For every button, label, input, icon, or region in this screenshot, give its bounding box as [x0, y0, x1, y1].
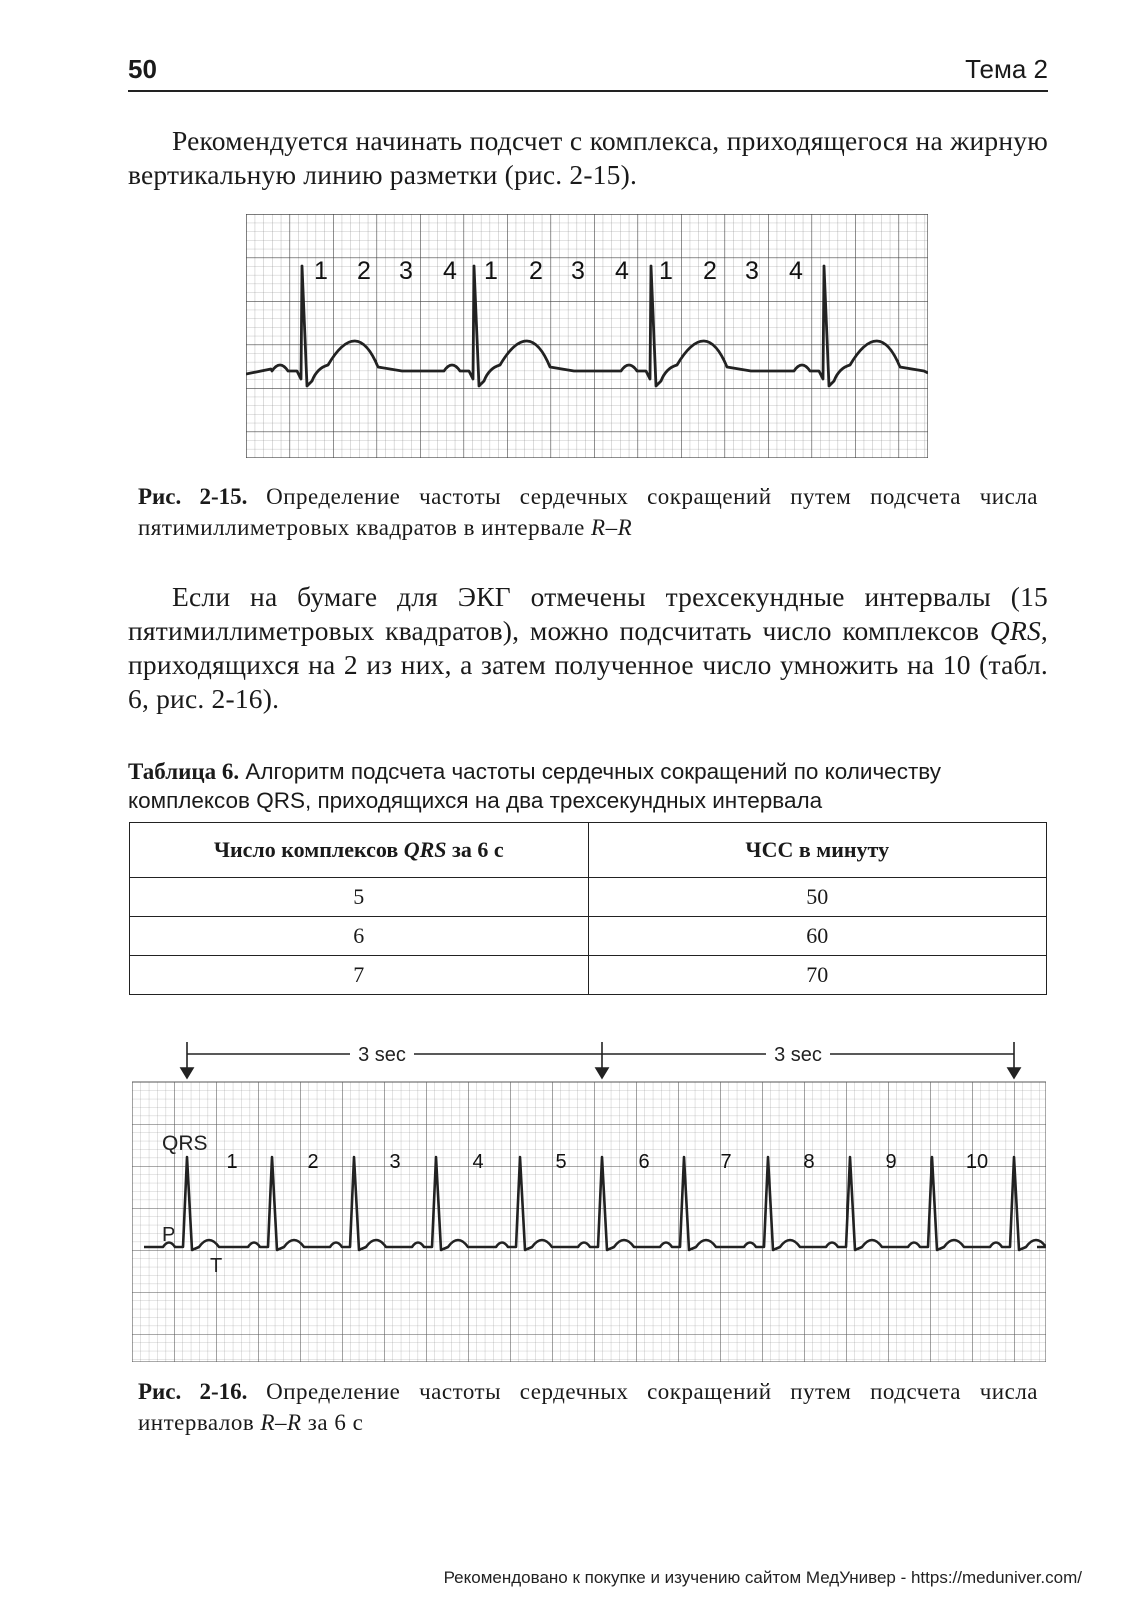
cell-hr: 60	[588, 917, 1047, 956]
p-wave-label: P	[162, 1224, 176, 1246]
cell-qrs: 5	[130, 878, 589, 917]
t-wave-label: T	[210, 1255, 223, 1277]
figure-label: Рис. 2-15.	[138, 484, 248, 509]
count-label: 1	[314, 257, 328, 285]
col-header-hr: ЧСС в минуту	[588, 823, 1047, 878]
para-qrs: QRS	[989, 615, 1041, 646]
figure-2-16-caption	[138, 1376, 1038, 1438]
complex-count-label: 7	[720, 1151, 732, 1173]
count-label: 3	[745, 257, 759, 285]
caption-text: Определение частоты сердечных сокращений путем подсчета числа интервалов	[138, 1379, 1039, 1435]
complex-count-label: 4	[472, 1151, 484, 1173]
ecg-figure-6-seconds	[132, 1040, 1046, 1362]
heart-rate-table	[129, 822, 1047, 995]
figure-label: Рис. 2-16.	[138, 1379, 248, 1404]
cell-hr: 70	[588, 956, 1047, 995]
count-label: 2	[703, 257, 717, 285]
complex-count-label: 5	[555, 1151, 567, 1173]
table-row	[130, 956, 1047, 995]
qrs-label: QRS	[162, 1132, 208, 1155]
figure-2-15-caption	[138, 481, 1038, 543]
complex-count-label: 8	[803, 1151, 815, 1173]
complex-count-label: 6	[638, 1151, 650, 1173]
ecg-figure-rr-squares	[246, 214, 928, 458]
body-paragraph	[128, 580, 1048, 716]
para-text-1: Если на бумаге для ЭКГ отмечены трехсекундные интервалы (15 пятимиллиметровых квадратов), можно подсчитать число комплексов	[128, 581, 1048, 646]
caption-italic: R–R	[260, 1410, 302, 1435]
table-title-text: Алгоритм подсчета частоты сердечных сокращений по количеству комплексов QRS, приходящихся на два трехсекундных интервала	[128, 759, 941, 813]
interval-label: 3 sec	[774, 1044, 822, 1066]
count-label: 3	[571, 257, 585, 285]
footer-note: Рекомендовано к покупке и изучению сайтом МедУнивер - https://meduniver.com/	[443, 1568, 1082, 1587]
count-label: 4	[615, 257, 629, 285]
caption-italic: R–R	[591, 515, 633, 540]
col-header-qrs: Число комплексов QRS за 6 с	[130, 823, 589, 878]
table-row	[130, 917, 1047, 956]
count-label: 2	[357, 257, 371, 285]
interval-markers	[181, 1042, 1020, 1078]
page-header	[128, 50, 1048, 92]
count-label: 3	[399, 257, 413, 285]
count-label: 4	[789, 257, 803, 285]
interval-label: 3 sec	[358, 1044, 406, 1066]
cell-qrs: 7	[130, 956, 589, 995]
intro-paragraph: Рекомендуется начинать подсчет с комплекса, приходящегося на жирную вертикальную линию разметки (рис. 2-15).	[128, 125, 1048, 190]
complex-count-label: 9	[885, 1151, 897, 1173]
count-label: 1	[484, 257, 498, 285]
count-label: 1	[659, 257, 673, 285]
complex-count-label: 10	[965, 1151, 989, 1173]
count-label: 4	[443, 257, 457, 285]
table-row	[130, 878, 1047, 917]
complex-count-label: 2	[307, 1151, 319, 1173]
table-label: Таблица 6.	[128, 759, 240, 784]
caption-text-end: за 6 с	[301, 1410, 364, 1435]
chapter-title: Тема 2	[965, 54, 1048, 84]
count-label: 2	[529, 257, 543, 285]
table-header-row	[130, 823, 1047, 878]
cell-hr: 50	[588, 878, 1047, 917]
cell-qrs: 6	[130, 917, 589, 956]
page-number: 50	[128, 54, 157, 84]
caption-text: Определение частоты сердечных сокращений путем подсчета числа пятимиллиметровых квадратов в интервале	[138, 484, 1039, 540]
table-title	[128, 757, 1048, 815]
para-text-2: , приходящихся на 2 из них, а затем полученное число умножить на 10 (табл. 6, рис. 2-16).	[128, 615, 1048, 714]
complex-count-label: 3	[389, 1151, 401, 1173]
complex-count-label: 1	[226, 1151, 238, 1173]
